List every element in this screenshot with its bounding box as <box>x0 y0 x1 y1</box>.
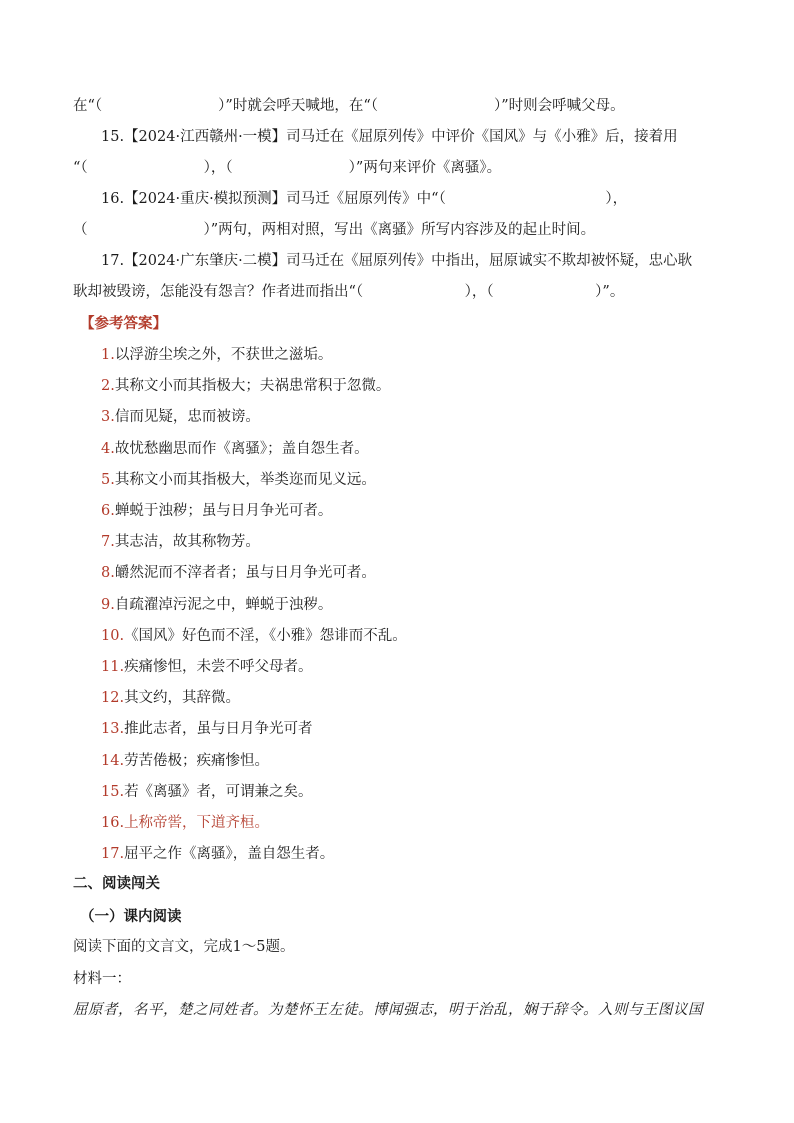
question-16-line-1: 16.【2024·重庆·模拟预测】司马迁《屈原列传》中“（ ）， <box>101 191 628 207</box>
question-14-tail: 在“（ ）”时就会呼天喊地，在“（ ）”时则会呼喊父母。 <box>73 98 625 114</box>
answer-number: 17. <box>101 846 125 863</box>
answer-number: 8. <box>101 565 115 582</box>
answer-text: 故忧愁幽思而作《离骚》；盖自怨生者。 <box>114 440 369 457</box>
answer-item <box>101 345 332 365</box>
answer-item <box>101 376 390 396</box>
answer-text: 皭然泥而不滓者者；虽与日月争光可者。 <box>114 565 376 582</box>
answer-number: 16. <box>101 815 125 831</box>
answer-text: 屈平之作《离骚》，盖自怨生者。 <box>124 846 335 863</box>
answer-text: 疾痛惨怛，未尝不呼父母者。 <box>124 659 313 675</box>
answer-text: 以浮游尘埃之外，不获世之滋垢。 <box>114 347 333 363</box>
answer-item <box>101 719 313 739</box>
question-15-line-1: 15.【2024·江西赣州·一模】司马迁在《屈原列传》中评价《国风》与《小雅》后，接着用 <box>101 129 678 145</box>
answer-number: 15. <box>101 783 125 800</box>
answer-item <box>101 657 313 677</box>
section-2-subtitle: （一）课内阅读 <box>80 908 182 925</box>
answer-item <box>101 751 269 771</box>
answer-number: 1. <box>101 347 115 363</box>
answer-text: 其志洁，故其称物芳。 <box>114 534 260 551</box>
answer-text: 自疏濯淖污泥之中，蝉蜕于浊秽。 <box>114 596 333 613</box>
answer-text: 若《离骚》者，可谓兼之矣。 <box>124 783 313 800</box>
answer-number: 6. <box>101 503 115 519</box>
answer-number: 12. <box>101 690 125 707</box>
answer-number: 7. <box>101 534 115 551</box>
answer-number: 4. <box>101 440 115 457</box>
answer-text: 其文约，其辞微。 <box>124 690 241 707</box>
answers-title: 【参考答案】 <box>80 315 167 332</box>
answer-number: 10. <box>101 627 125 644</box>
answer-number: 13. <box>101 721 125 738</box>
answer-item <box>101 688 240 708</box>
answer-item <box>101 813 269 833</box>
reading-instruction: 阅读下面的文言文，完成1～5题。 <box>73 939 295 955</box>
material-label: 材料一： <box>73 971 131 987</box>
section-2-title: 二、阅读闯关 <box>73 875 160 892</box>
answer-text: 上称帝喾，下道齐桓。 <box>124 815 270 831</box>
material-text: 屈原者，名平，楚之同姓者。为楚怀王左徒。博闻强志，明于治乱，娴于辞令。入则与王图议国 <box>73 1002 703 1018</box>
answer-number: 9. <box>101 596 115 613</box>
answer-item <box>101 782 313 802</box>
answer-text: 推此志者，虽与日月争光可者 <box>124 721 313 738</box>
answer-text: 其称文小而其指极大，举类迩而见义远。 <box>114 471 376 488</box>
answer-number: 14. <box>101 752 125 769</box>
answer-item <box>101 626 407 646</box>
question-17-line-2: 耿却被毁谤，怎能没有怨言？作者进而指出“（ ），（ ）”。 <box>73 284 625 300</box>
answer-item <box>101 844 334 864</box>
answer-number: 11. <box>101 659 125 675</box>
answer-item <box>101 439 369 459</box>
answer-text: 信而见疑，忠而被谤。 <box>114 409 260 426</box>
answer-text: 劳苦倦极；疾痛惨怛。 <box>124 752 270 769</box>
answer-item <box>101 407 260 427</box>
answer-item <box>101 595 332 615</box>
answer-text: 《国风》好色而不淫，《小雅》怨诽而不乱。 <box>124 627 407 644</box>
answer-item <box>101 532 260 552</box>
question-16-line-2: （ ）”两句，两相对照，写出《离骚》所写内容涉及的起止时间。 <box>73 222 596 238</box>
question-17-line-1: 17.【2024·广东肇庆·二模】司马迁在《屈原列传》中指出，屈原诚实不欺却被怀疑，忠心耿 <box>101 253 693 269</box>
answer-number: 5. <box>101 471 115 488</box>
answer-number: 3. <box>101 409 115 426</box>
answer-item <box>101 501 332 521</box>
answer-number: 2. <box>101 378 115 395</box>
answer-text: 蝉蜕于浊秽；虽与日月争光可者。 <box>114 503 333 519</box>
question-15-line-2: “（ ），（ ）”两句来评价《离骚》。 <box>73 160 502 176</box>
answer-text: 其称文小而其指极大；夫祸患常积于忽微。 <box>114 378 391 395</box>
answer-item <box>101 563 376 583</box>
answer-item <box>101 470 376 490</box>
